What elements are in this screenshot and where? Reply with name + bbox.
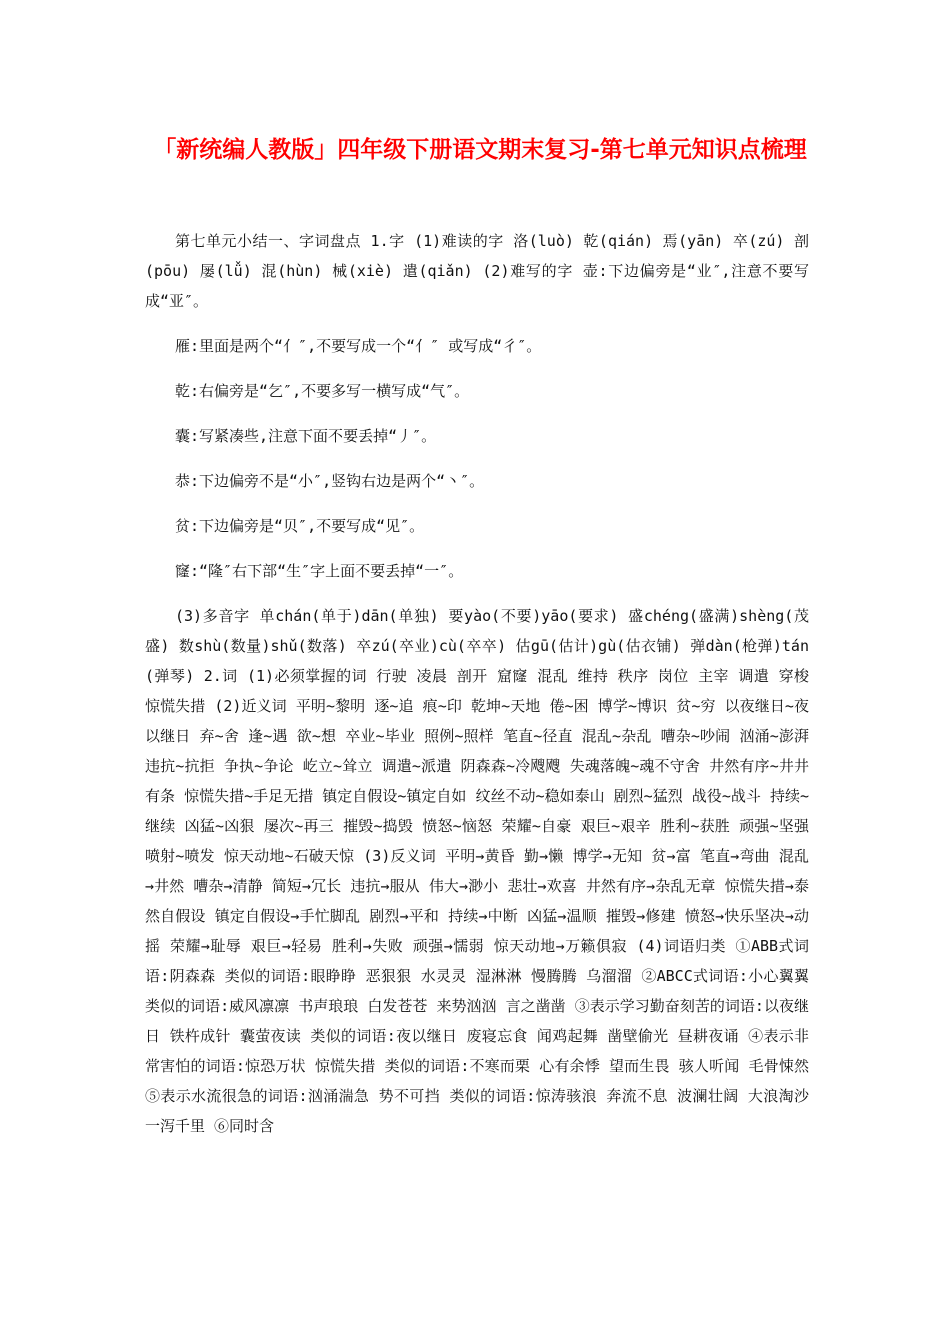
paragraph-words: (3)多音字 单chán(单于)dān(单独) 要yào(不要)yāo(要求) 盛chéng(盛满)shèng(茂盛) 数shù(数量)shǔ(数落) 卒zú(卒业)cù(卒卒) 估gū(估计)gù(估衣铺) 弹dàn(枪弹)tán(弹琴) 2.词 (1)必须掌握的词 行驶 凌晨 剖开 窟窿 混乱 维持 秩序 岗位 主宰 调遣 穿梭 惊慌失措 (2)近义词 平明~黎明 逐~追 痕~印 乾坤~天地 倦~困 博学~博识 贫~穷 以夜继日~夜以继日 弃~舍 逢~遇 欲~想 卒业~毕业 照例~照样 笔直~径直 混乱~杂乱 嘈杂~吵闹 汹涌~澎湃 违抗~抗拒 争执~争论 屹立~耸立 调遣~派遣 阴森森~冷飕飕 失魂落魄~魂不守舍 井然有序~井井有条 惊慌失措~手足无措 镇定自假设~镇定自如 纹丝不动~稳如泰山 剧烈~猛烈 战役~战斗 持续~继续 凶猛~凶狠 屡次~再三 摧毁~捣毁 愤怒~恼怒 荣耀~自豪 艰巨~艰辛 胜利~获胜 顽强~坚强 喷射~喷发 惊天动地~石破天惊 (3)反义词 平明→黄昏 勤→懒 博学→无知 贫→富 笔直→弯曲 混乱→井然 嘈杂→清静 简短→冗长 违抗→服从 伟大→渺小 悲壮→欢喜 井然有序→杂乱无章 惊慌失措→泰然自假设 镇定自假设→手忙脚乱 剧烈→平和 持续→中断 凶猛→温顺 摧毁→修建 愤怒→快乐坚决→动摇 荣耀→耻辱 艰巨→轻易 胜利→失败 顽强→懦弱 惊天动地→万籁俱寂 (4)词语归类 ①ABB式词语:阴森森 类似的词语:眼睁睁 恶狠狠 水灵灵 湿淋淋 慢腾腾 乌溜溜 ②ABCC式词语:小心翼翼 类似的词语:威风凛凛 书声琅琅 白发苍苍 来势汹汹 言之凿凿 ③表示学习勤奋刻苦的词语:以夜继日 铁杵成针 囊萤夜读 类似的词语:夜以继日 废寝忘食 闻鸡起舞 凿壁偷光 昼耕夜诵 ④表示非常害怕的词语:惊恐万状 惊慌失措 类似的词语:不寒而栗 心有余悸 望而生畏 骇人听闻 毛骨悚然 ⑤表示水流很急的词语:汹涌湍急 势不可挡 类似的词语:惊涛骇浪 奔流不息 波澜壮阔 大浪淘沙 一泻千里 ⑥同时含 (145, 607, 809, 1135)
paragraph-qian: 乾:右偏旁是“乞″,不要多写一横写成“气″。 (175, 382, 470, 400)
paragraph-nang: 囊:写紧凑些,注意下面不要丢掉“丿″。 (175, 427, 437, 445)
paragraph-pin: 贫:下边偏旁是“贝″,不要写成“见″。 (175, 517, 425, 535)
paragraph-intro: 第七单元小结一、字词盘点 1.字 (1)难读的字 洛(luò) 乾(qián) 焉(yān) 卒(zú) 剖(pōu) 屡(lǚ) 混(hùn) 械(xiè) 遣(qiǎn) (2)难写的字 壶:下边偏旁是“业″,注意不要写成“亚″。 (145, 232, 809, 310)
paragraph-long: 窿:“隆″右下部“生″字上面不要丢掉“一″。 (175, 562, 464, 580)
paragraph-gong: 恭:下边偏旁不是“小″,竖钩右边是两个“丶″。 (175, 472, 485, 490)
document-body (145, 226, 809, 1156)
document-title: 「新统编人教版」四年级下册语文期末复习-第七单元知识点梳理 (153, 137, 807, 163)
paragraph-yan: 雁:里面是两个“亻″,不要写成一个“亻″ 或写成“彳″。 (175, 337, 542, 355)
